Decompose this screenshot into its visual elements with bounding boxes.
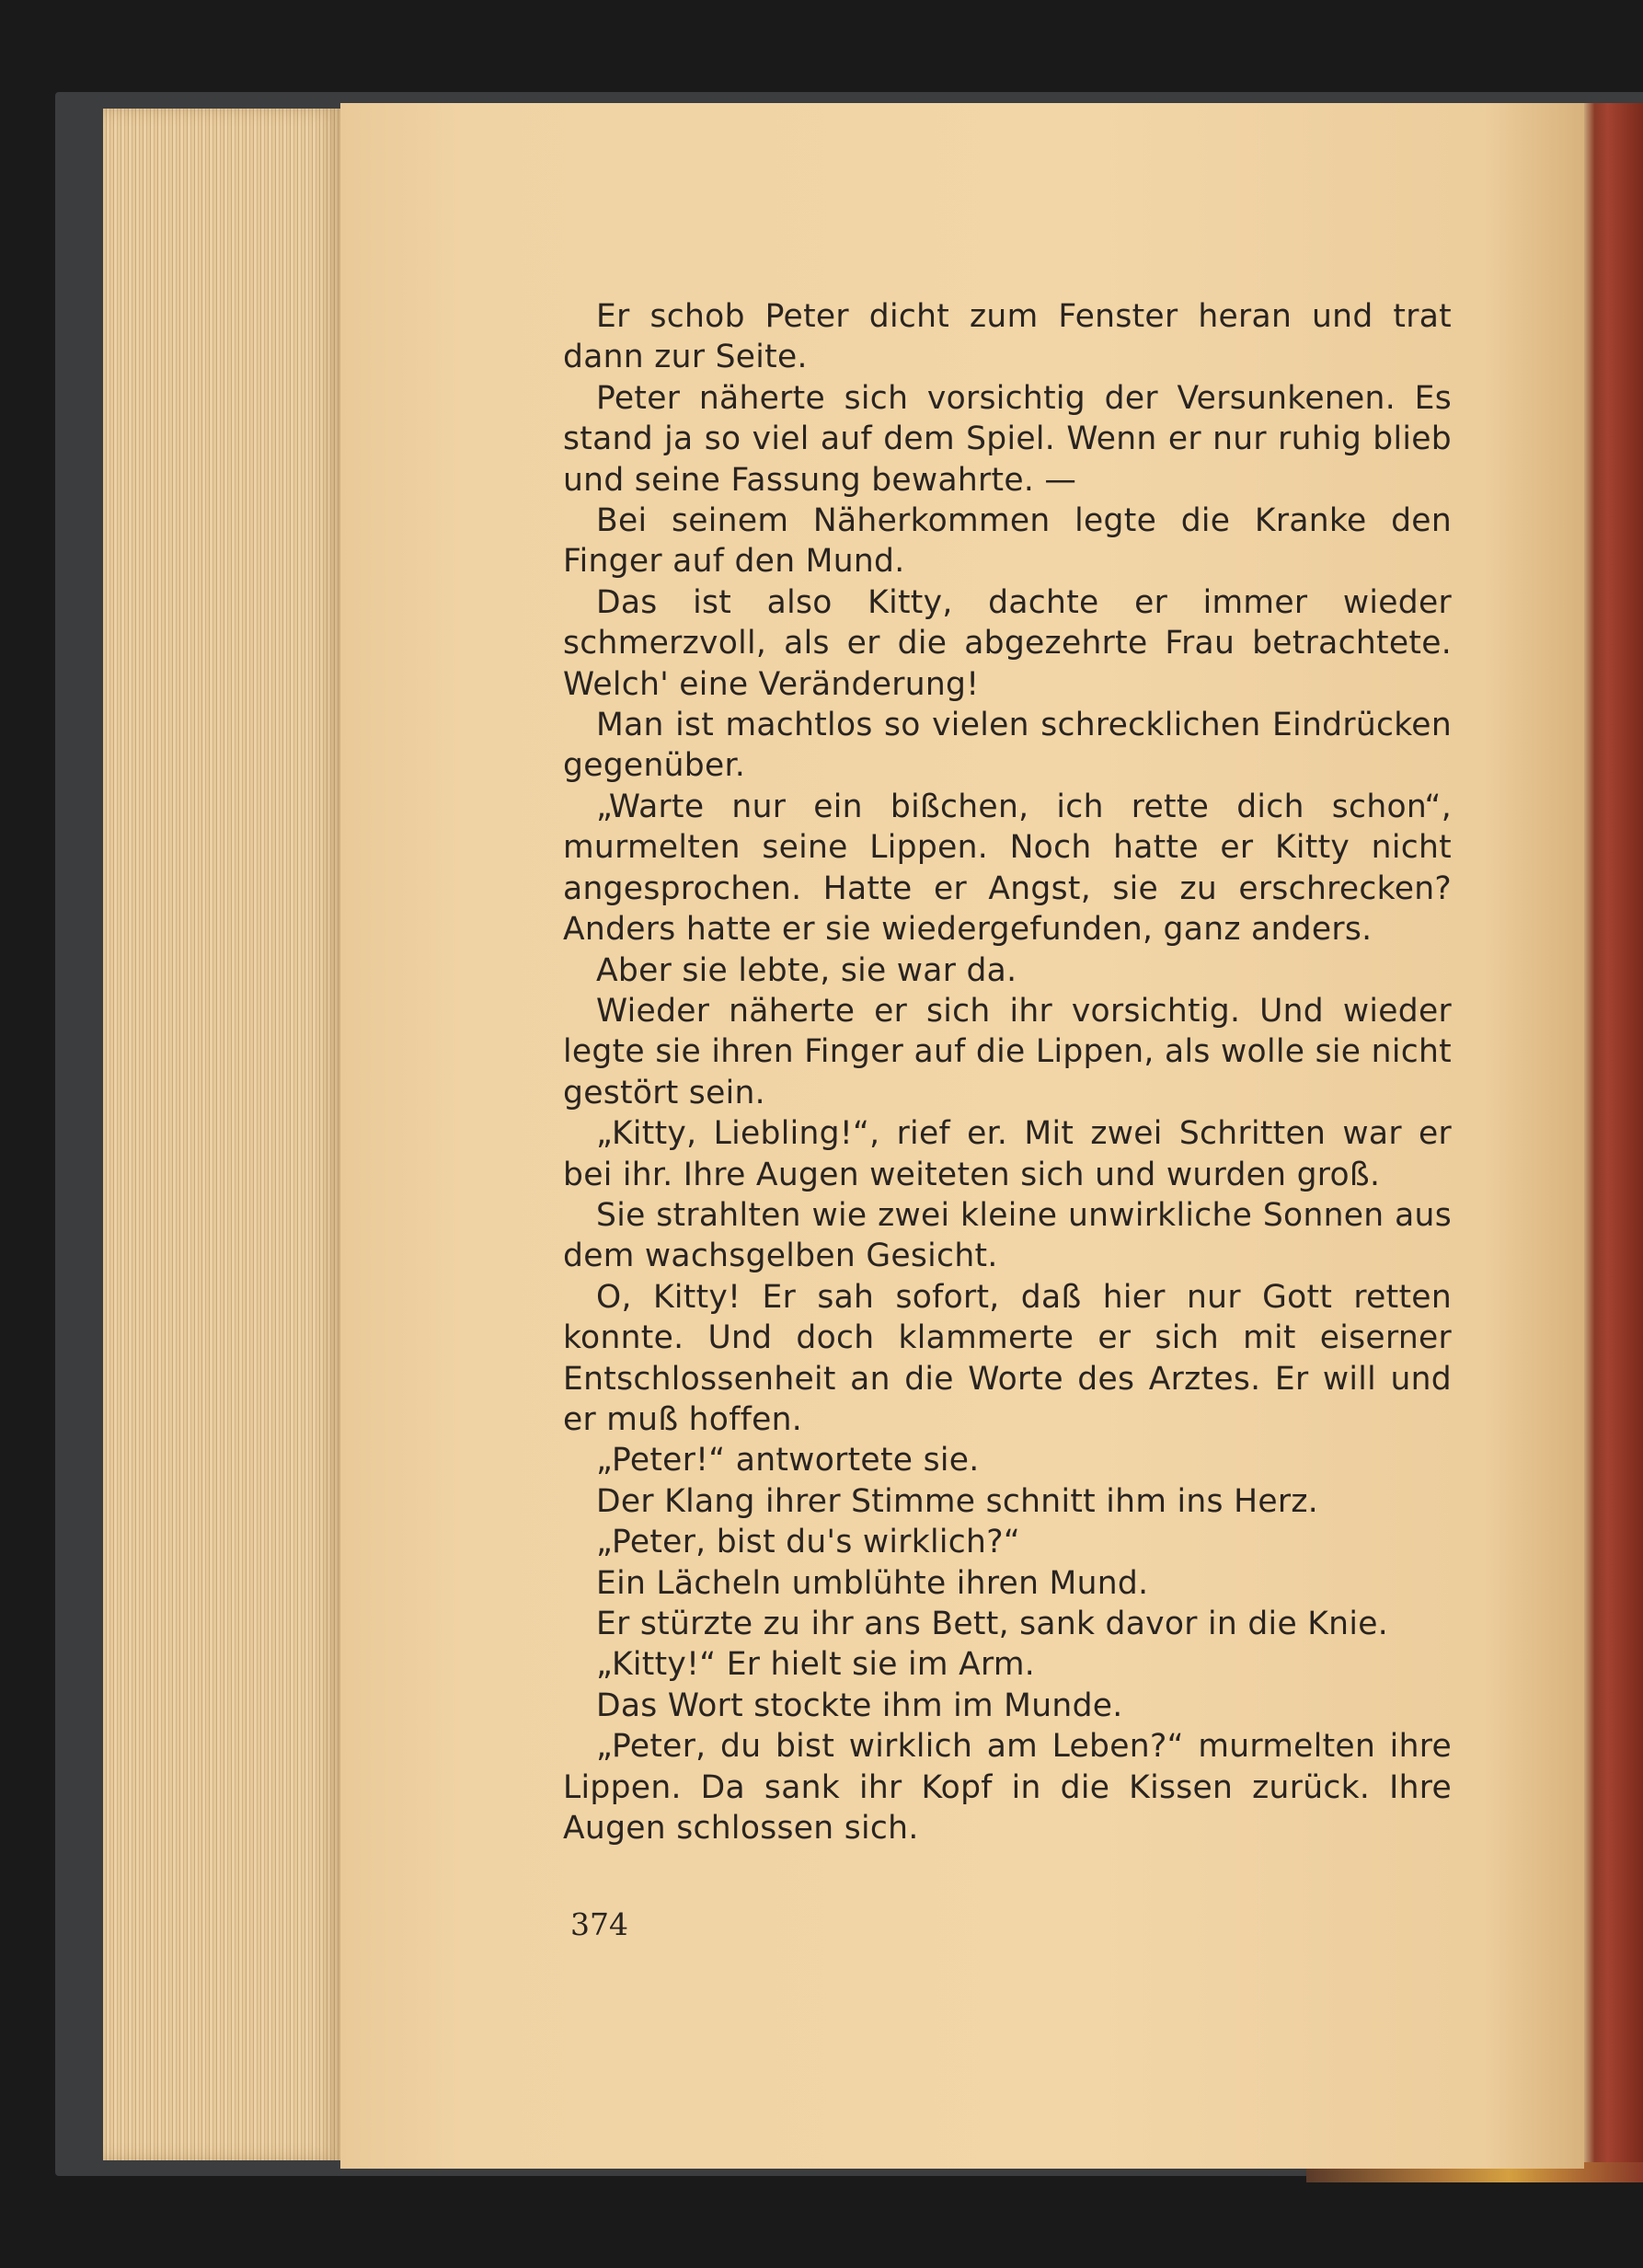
paragraph: O, Kitty! Er sah sofort, daß hier nur Gott retten konnte. Und doch klammerte er sich mit eiserner Entschlossenheit an die Worte des Arztes. Er will und er muß hoffen. <box>563 1278 1452 1438</box>
paragraph: „Warte nur ein bißchen, ich rette dich schon“, murmelten seine Lippen. Noch hatte er Kitty nicht angesprochen. Hatte er Angst, sie zu erschrecken? Anders hatte er sie wiedergefunden, ganz anders. <box>563 788 1452 949</box>
paragraph: Sie strahlten wie zwei kleine unwirkliche Sonnen aus dem wachsgelben Gesicht. <box>563 1196 1452 1275</box>
paragraph: Peter näherte sich vorsichtig der Versunkenen. Es stand ja so viel auf dem Spiel. Wenn er nur ruhig blieb und seine Fassung bewahrte. — <box>563 379 1452 499</box>
paragraph: „Peter, du bist wirklich am Leben?“ murmelten ihre Lippen. Da sank ihr Kopf in die Kissen zurück. Ihre Augen schlossen sich. <box>563 1728 1452 1848</box>
paragraph: Er stürzte zu ihr ans Bett, sank davor in die Knie. <box>596 1606 1389 1642</box>
page-text-body <box>563 296 1452 1848</box>
paragraph: Er schob Peter dicht zum Fenster heran und trat dann zur Seite. <box>563 298 1452 376</box>
paragraph: Das ist also Kitty, dachte er immer wieder schmerzvoll, als er die abgezehrte Frau betrachtete. Welch' eine Veränderung! <box>563 583 1452 703</box>
paragraph: Bei seinem Näherkommen legte die Kranke den Finger auf den Mund. <box>563 502 1452 581</box>
paragraph: Man ist machtlos so vielen schrecklichen Eindrücken gegenüber. <box>563 707 1452 785</box>
paragraph: Der Klang ihrer Stimme schnitt ihm ins Herz. <box>596 1482 1319 1520</box>
paragraph: „Peter!“ antwortete sie. <box>596 1442 980 1479</box>
paragraph: „Kitty!“ Er hielt sie im Arm. <box>596 1646 1036 1684</box>
paragraph: Das Wort stockte ihm im Munde. <box>596 1687 1123 1724</box>
page-edges-stack <box>103 109 340 2160</box>
page-number: 374 <box>570 1906 628 1942</box>
paragraph: Wieder näherte er sich ihr vorsichtig. Und wieder legte sie ihren Finger auf die Lippen, als wolle sie nicht gestört sein. <box>563 992 1452 1111</box>
paragraph: Ein Lächeln umblühte ihren Mund. <box>596 1564 1149 1602</box>
right-book-edge <box>1584 103 1643 2169</box>
paragraph: „Peter, bist du's wirklich?“ <box>596 1524 1021 1561</box>
paragraph: Aber sie lebte, sie war da. <box>596 951 1017 989</box>
paragraph: „Kitty, Liebling!“, rief er. Mit zwei Schritten war er bei ihr. Ihre Augen weiteten sich und wurden groß. <box>563 1115 1452 1193</box>
